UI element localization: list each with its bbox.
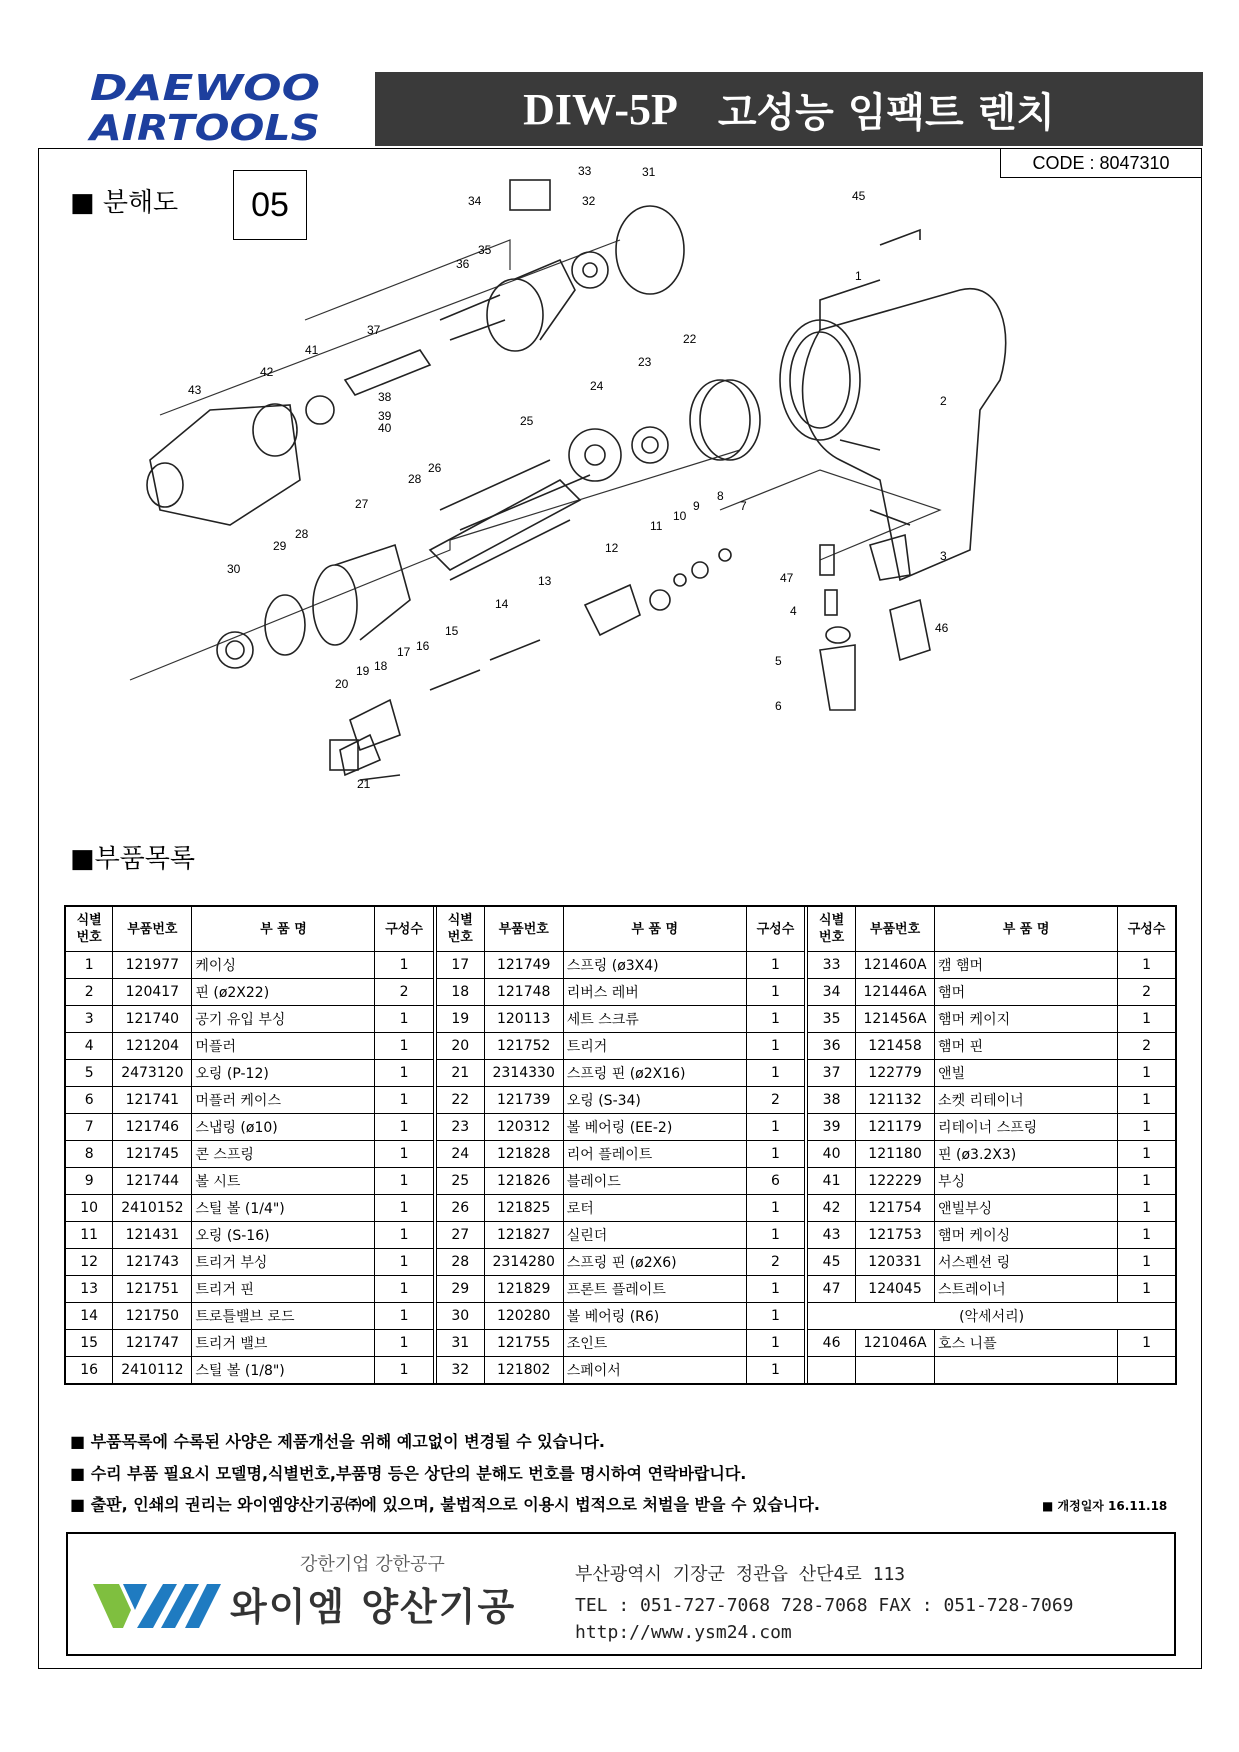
cell-qty: 1 <box>746 1060 804 1087</box>
cell-part-no: 121744 <box>113 1168 192 1195</box>
cell-id: 27 <box>436 1222 484 1249</box>
svg-text:12: 12 <box>605 541 619 555</box>
cell-id: 40 <box>808 1141 856 1168</box>
table-row <box>65 1033 1176 1060</box>
svg-text:41: 41 <box>305 343 319 357</box>
cell-id: 32 <box>436 1357 484 1385</box>
cell-qty: 1 <box>1118 1141 1176 1168</box>
cell-name: 리버스 레버 <box>563 979 746 1006</box>
cell-name: 세트 스크류 <box>563 1006 746 1033</box>
cell-part-no: 121431 <box>113 1222 192 1249</box>
svg-text:32: 32 <box>582 194 596 208</box>
header-name: 부 품 명 <box>563 906 746 952</box>
cell-qty: 1 <box>375 1303 433 1330</box>
cell-empty <box>935 1357 1118 1385</box>
svg-text:20: 20 <box>335 677 349 691</box>
ym-logo-icon <box>93 1576 223 1632</box>
header-qty: 구성수 <box>746 906 804 952</box>
svg-text:24: 24 <box>590 379 604 393</box>
cell-part-no: 2314330 <box>484 1060 563 1087</box>
cell-part-no: 122779 <box>856 1060 935 1087</box>
company-slogan: 강한기업 강한공구 <box>300 1554 445 1575</box>
note-spec-change: ■ 부품목록에 수록된 사양은 제품개선을 위해 예고없이 변경될 수 있습니다. <box>70 1432 606 1451</box>
cell-qty: 1 <box>1118 1006 1176 1033</box>
cell-qty: 1 <box>1118 1087 1176 1114</box>
cell-qty: 1 <box>375 952 433 979</box>
revision-date: ■ 개정일자 16.11.18 <box>1042 1499 1168 1513</box>
cell-id: 15 <box>65 1330 113 1357</box>
cell-qty: 1 <box>1118 1276 1176 1303</box>
table-row <box>65 1330 1176 1357</box>
cell-part-no: 124045 <box>856 1276 935 1303</box>
header-part-no: 부품번호 <box>856 906 935 952</box>
cell-id: 33 <box>808 952 856 979</box>
cell-qty: 2 <box>375 979 433 1006</box>
svg-text:2: 2 <box>940 394 947 408</box>
cell-part-no: 121179 <box>856 1114 935 1141</box>
svg-text:4: 4 <box>790 604 797 618</box>
header-id: 식별 번호 <box>808 906 856 952</box>
cell-part-no: 121739 <box>484 1087 563 1114</box>
table-header-row <box>65 906 1176 952</box>
cell-part-no: 2473120 <box>113 1060 192 1087</box>
casing-part <box>780 289 1006 580</box>
cell-qty: 1 <box>746 1303 804 1330</box>
cell-name: 머플러 케이스 <box>192 1087 375 1114</box>
svg-text:25: 25 <box>520 414 534 428</box>
model-number: DIW-5P <box>523 84 678 134</box>
cell-part-no: 121825 <box>484 1195 563 1222</box>
cell-id: 8 <box>65 1141 113 1168</box>
cell-name: 부싱 <box>935 1168 1118 1195</box>
cell-part-no: 122229 <box>856 1168 935 1195</box>
cell-name: 스틸 볼 (1/8") <box>192 1357 375 1385</box>
cell-part-no: 121753 <box>856 1222 935 1249</box>
cell-id: 45 <box>808 1249 856 1276</box>
cell-qty: 1 <box>746 1114 804 1141</box>
cell-id: 10 <box>65 1195 113 1222</box>
cell-part-no: 121829 <box>484 1276 563 1303</box>
cell-name: 트리거 <box>563 1033 746 1060</box>
cell-part-no: 121828 <box>484 1141 563 1168</box>
svg-text:34: 34 <box>468 194 482 208</box>
cell-qty: 1 <box>746 1141 804 1168</box>
cell-part-no: 120331 <box>856 1249 935 1276</box>
cell-id: 46 <box>808 1330 856 1357</box>
cell-qty: 2 <box>746 1087 804 1114</box>
cell-part-no: 121755 <box>484 1330 563 1357</box>
cell-qty: 2 <box>746 1249 804 1276</box>
cell-id: 34 <box>808 979 856 1006</box>
svg-text:18: 18 <box>374 659 388 673</box>
cell-part-no: 121204 <box>113 1033 192 1060</box>
svg-text:13: 13 <box>538 574 552 588</box>
svg-text:1: 1 <box>855 269 862 283</box>
cell-qty: 1 <box>1118 1114 1176 1141</box>
cell-qty: 6 <box>746 1168 804 1195</box>
cell-qty: 1 <box>1118 1168 1176 1195</box>
cell-id: 29 <box>436 1276 484 1303</box>
table-row <box>65 1087 1176 1114</box>
cell-part-no: 121460A <box>856 952 935 979</box>
cell-qty: 1 <box>375 1276 433 1303</box>
svg-text:26: 26 <box>428 461 442 475</box>
cell-name: 블레이드 <box>563 1168 746 1195</box>
cell-id: 1 <box>65 952 113 979</box>
cell-name: 스트레이너 <box>935 1276 1118 1303</box>
cell-id: 43 <box>808 1222 856 1249</box>
cell-part-no: 121802 <box>484 1357 563 1385</box>
cell-part-no: 120417 <box>113 979 192 1006</box>
cell-id: 38 <box>808 1087 856 1114</box>
cell-id: 41 <box>808 1168 856 1195</box>
table-row <box>65 1303 1176 1330</box>
cell-part-no: 121754 <box>856 1195 935 1222</box>
cell-part-no: 121741 <box>113 1087 192 1114</box>
cell-id: 31 <box>436 1330 484 1357</box>
cell-name: 오링 (S-16) <box>192 1222 375 1249</box>
cell-name: 트리거 밸브 <box>192 1330 375 1357</box>
cell-empty <box>856 1357 935 1385</box>
cell-qty: 1 <box>746 1276 804 1303</box>
cell-qty: 1 <box>1118 952 1176 979</box>
svg-text:30: 30 <box>227 562 241 576</box>
cell-id: 42 <box>808 1195 856 1222</box>
cell-part-no: 2410112 <box>113 1357 192 1385</box>
table-row <box>65 1060 1176 1087</box>
cell-qty: 1 <box>1118 1222 1176 1249</box>
cell-name: 케이싱 <box>192 952 375 979</box>
cell-qty: 1 <box>375 1357 433 1385</box>
cell-name: 앤빌부싱 <box>935 1195 1118 1222</box>
svg-text:5: 5 <box>775 654 782 668</box>
table-row <box>65 1114 1176 1141</box>
cell-part-no: 120113 <box>484 1006 563 1033</box>
cell-qty: 1 <box>1118 1195 1176 1222</box>
svg-text:29: 29 <box>273 539 287 553</box>
cell-id: 3 <box>65 1006 113 1033</box>
svg-text:37: 37 <box>367 323 381 337</box>
cell-name: 볼 베어링 (R6) <box>563 1303 746 1330</box>
cell-id: 18 <box>436 979 484 1006</box>
cell-qty: 1 <box>375 1168 433 1195</box>
cell-qty: 1 <box>375 1141 433 1168</box>
cell-id: 24 <box>436 1141 484 1168</box>
svg-text:11: 11 <box>650 519 663 533</box>
cell-qty: 2 <box>1118 979 1176 1006</box>
cell-name: 로터 <box>563 1195 746 1222</box>
cell-empty <box>808 1357 856 1385</box>
svg-text:10: 10 <box>673 509 687 523</box>
svg-text:31: 31 <box>642 165 656 179</box>
cell-part-no: 121827 <box>484 1222 563 1249</box>
svg-text:3: 3 <box>940 549 947 563</box>
cell-name: 호스 니플 <box>935 1330 1118 1357</box>
callout-labels <box>188 164 949 791</box>
cell-qty: 1 <box>1118 1330 1176 1357</box>
svg-text:7: 7 <box>740 499 747 513</box>
title-bar <box>375 72 1203 146</box>
svg-text:23: 23 <box>638 355 652 369</box>
svg-text:6: 6 <box>775 699 782 713</box>
cell-part-no: 120312 <box>484 1114 563 1141</box>
svg-text:35: 35 <box>478 243 492 257</box>
svg-text:28: 28 <box>408 472 422 486</box>
exploded-view-diagram <box>120 164 1080 880</box>
cell-qty: 1 <box>375 1087 433 1114</box>
cell-id: 2 <box>65 979 113 1006</box>
cell-id: 47 <box>808 1276 856 1303</box>
cell-qty: 1 <box>746 1222 804 1249</box>
cell-name: 콘 스프링 <box>192 1141 375 1168</box>
company-website[interactable]: http://www.ysm24.com <box>575 1622 792 1643</box>
cell-qty: 1 <box>375 1249 433 1276</box>
accessory-label: (악세서리) <box>808 1303 1176 1330</box>
table-row <box>65 1249 1176 1276</box>
cell-name: 스프링 핀 (ø2X6) <box>563 1249 746 1276</box>
cell-name: 핀 (ø3.2X3) <box>935 1141 1118 1168</box>
svg-text:19: 19 <box>356 664 370 678</box>
anvil-part <box>345 350 430 395</box>
svg-text:43: 43 <box>188 383 202 397</box>
cell-name: 스프링 (ø3X4) <box>563 952 746 979</box>
cell-part-no: 121458 <box>856 1033 935 1060</box>
cell-part-no: 121747 <box>113 1330 192 1357</box>
header-id: 식별 번호 <box>436 906 484 952</box>
cell-qty: 2 <box>1118 1033 1176 1060</box>
table-row <box>65 1006 1176 1033</box>
cell-name: 머플러 <box>192 1033 375 1060</box>
cell-id: 23 <box>436 1114 484 1141</box>
cell-empty <box>1118 1357 1176 1385</box>
note-copyright: ■ 출판, 인쇄의 권리는 와이엠양산기공㈜에 있으며, 불법적으로 이용시 법적으로 처벌을 받을 수 있습니다. <box>70 1495 820 1514</box>
cell-part-no: 121740 <box>113 1006 192 1033</box>
cell-name: 스냅링 (ø10) <box>192 1114 375 1141</box>
cell-part-no: 121826 <box>484 1168 563 1195</box>
cell-name: 핀 (ø2X22) <box>192 979 375 1006</box>
svg-text:33: 33 <box>578 164 592 178</box>
cell-part-no: 121748 <box>484 979 563 1006</box>
table-row <box>65 1276 1176 1303</box>
cell-part-no: 120280 <box>484 1303 563 1330</box>
cell-id: 6 <box>65 1087 113 1114</box>
header-name: 부 품 명 <box>192 906 375 952</box>
table-row <box>65 1222 1176 1249</box>
bearing-parts <box>217 206 760 668</box>
cell-name: 공기 유입 부싱 <box>192 1006 375 1033</box>
svg-text:36: 36 <box>456 257 470 271</box>
cell-id: 26 <box>436 1195 484 1222</box>
cell-qty: 1 <box>375 1006 433 1033</box>
parts-section-title: ■부품목록 <box>70 844 196 874</box>
cell-name: 트리거 핀 <box>192 1276 375 1303</box>
table-row <box>65 1168 1176 1195</box>
svg-text:38: 38 <box>378 390 392 404</box>
svg-text:16: 16 <box>416 639 430 653</box>
diagram-section-title: ■ 분해도 <box>70 188 179 218</box>
note-repair-contact: ■ 수리 부품 필요시 모델명,식별번호,부품명 등은 상단의 분해도 번호를 명시하여 연락바랍니다. <box>70 1464 747 1483</box>
cell-id: 14 <box>65 1303 113 1330</box>
header-part-no: 부품번호 <box>113 906 192 952</box>
cell-part-no: 121750 <box>113 1303 192 1330</box>
cell-part-no: 2314280 <box>484 1249 563 1276</box>
rotor-part <box>430 460 590 580</box>
cylinder-part <box>313 545 410 645</box>
svg-text:21: 21 <box>357 777 371 791</box>
table-row <box>65 1141 1176 1168</box>
parts-table <box>64 905 1177 1385</box>
cell-id: 7 <box>65 1114 113 1141</box>
svg-text:40: 40 <box>378 421 392 435</box>
svg-text:46: 46 <box>935 621 949 635</box>
cell-name: 조인트 <box>563 1330 746 1357</box>
svg-text:39: 39 <box>378 409 392 423</box>
cell-qty: 1 <box>375 1114 433 1141</box>
svg-text:9: 9 <box>693 499 700 513</box>
cell-part-no: 121743 <box>113 1249 192 1276</box>
svg-text:15: 15 <box>445 624 459 638</box>
cell-id: 17 <box>436 952 484 979</box>
cell-qty: 1 <box>746 979 804 1006</box>
cell-name: 앤빌 <box>935 1060 1118 1087</box>
svg-text:14: 14 <box>495 597 509 611</box>
cell-qty: 1 <box>1118 1060 1176 1087</box>
cell-name: 볼 베어링 (EE-2) <box>563 1114 746 1141</box>
svg-text:47: 47 <box>780 571 794 585</box>
table-row <box>65 979 1176 1006</box>
cell-qty: 1 <box>746 1357 804 1385</box>
cell-part-no: 121751 <box>113 1276 192 1303</box>
cell-part-no: 121749 <box>484 952 563 979</box>
company-address: 부산광역시 기장군 정관읍 산단4로 113 <box>575 1564 906 1585</box>
cell-id: 30 <box>436 1303 484 1330</box>
cell-name: 트리거 부싱 <box>192 1249 375 1276</box>
cell-id: 21 <box>436 1060 484 1087</box>
cell-name: 트로틀밸브 로드 <box>192 1303 375 1330</box>
table-row <box>65 952 1176 979</box>
cell-id: 13 <box>65 1276 113 1303</box>
cell-name: 햄머 케이지 <box>935 1006 1118 1033</box>
header-part-no: 부품번호 <box>484 906 563 952</box>
svg-text:22: 22 <box>683 332 697 346</box>
cell-name: 오링 (S-34) <box>563 1087 746 1114</box>
cell-qty: 1 <box>746 1330 804 1357</box>
cell-name: 햄머 핀 <box>935 1033 1118 1060</box>
cell-qty: 1 <box>375 1222 433 1249</box>
cell-name: 햄머 <box>935 979 1118 1006</box>
cell-qty: 1 <box>1118 1249 1176 1276</box>
cell-part-no: 121752 <box>484 1033 563 1060</box>
cell-name: 리어 플레이트 <box>563 1141 746 1168</box>
cell-name: 볼 시트 <box>192 1168 375 1195</box>
cell-id: 4 <box>65 1033 113 1060</box>
page-number: 05 <box>233 170 307 240</box>
daewoo-airtools-logo <box>86 66 328 149</box>
cell-id: 9 <box>65 1168 113 1195</box>
cell-name: 서스펜션 링 <box>935 1249 1118 1276</box>
cell-id: 28 <box>436 1249 484 1276</box>
cell-part-no: 121132 <box>856 1087 935 1114</box>
cell-qty: 1 <box>746 1006 804 1033</box>
valve-parts <box>330 230 930 780</box>
cell-qty: 1 <box>375 1033 433 1060</box>
cell-id: 16 <box>65 1357 113 1385</box>
cell-id: 5 <box>65 1060 113 1087</box>
cell-part-no: 121977 <box>113 952 192 979</box>
cell-name: 스틸 볼 (1/4") <box>192 1195 375 1222</box>
hammer-casing-part <box>147 405 300 525</box>
cell-id: 11 <box>65 1222 113 1249</box>
header-qty: 구성수 <box>1118 906 1176 952</box>
cell-part-no: 121180 <box>856 1141 935 1168</box>
header-name: 부 품 명 <box>935 906 1118 952</box>
cell-name: 캠 햄머 <box>935 952 1118 979</box>
cell-id: 19 <box>436 1006 484 1033</box>
svg-text:17: 17 <box>397 645 411 659</box>
header-qty: 구성수 <box>375 906 433 952</box>
cell-qty: 1 <box>375 1330 433 1357</box>
cell-qty: 1 <box>375 1195 433 1222</box>
svg-text:AIRTOOLS: AIRTOOLS <box>86 108 320 149</box>
cell-part-no: 121745 <box>113 1141 192 1168</box>
cell-name: 프론트 플레이트 <box>563 1276 746 1303</box>
cell-qty: 1 <box>746 1033 804 1060</box>
cell-part-no: 121446A <box>856 979 935 1006</box>
cell-qty: 1 <box>375 1060 433 1087</box>
svg-text:45: 45 <box>852 189 866 203</box>
cell-id: 37 <box>808 1060 856 1087</box>
cell-part-no: 2410152 <box>113 1195 192 1222</box>
cell-name: 실린더 <box>563 1222 746 1249</box>
cell-name: 리테이너 스프링 <box>935 1114 1118 1141</box>
cell-part-no: 121746 <box>113 1114 192 1141</box>
table-row <box>65 1195 1176 1222</box>
product-code: CODE : 8047310 <box>1000 148 1202 178</box>
svg-text:DAEWOO: DAEWOO <box>90 68 320 109</box>
company-phone: TEL : 051-727-7068 728-7068 FAX : 051-728-7069 <box>575 1595 1074 1616</box>
cell-id: 39 <box>808 1114 856 1141</box>
svg-text:42: 42 <box>260 365 274 379</box>
svg-text:27: 27 <box>355 497 369 511</box>
cell-id: 12 <box>65 1249 113 1276</box>
product-name: 고성능 임팩트 렌치 <box>717 89 1055 136</box>
cell-name: 스프링 핀 (ø2X16) <box>563 1060 746 1087</box>
cell-name: 소켓 리테이너 <box>935 1087 1118 1114</box>
svg-text:28: 28 <box>295 527 309 541</box>
header-id: 식별 번호 <box>65 906 113 952</box>
cell-part-no: 121456A <box>856 1006 935 1033</box>
cell-name: 오링 (P-12) <box>192 1060 375 1087</box>
cell-id: 35 <box>808 1006 856 1033</box>
cell-name: 햄머 케이싱 <box>935 1222 1118 1249</box>
cell-id: 36 <box>808 1033 856 1060</box>
cell-id: 20 <box>436 1033 484 1060</box>
cell-name: 스페이서 <box>563 1357 746 1385</box>
cell-id: 22 <box>436 1087 484 1114</box>
cell-part-no: 121046A <box>856 1330 935 1357</box>
svg-text:8: 8 <box>717 489 724 503</box>
cell-id: 25 <box>436 1168 484 1195</box>
cell-qty: 1 <box>746 1195 804 1222</box>
cell-qty: 1 <box>746 952 804 979</box>
table-row <box>65 1357 1176 1385</box>
company-name: 와이엠 양산기공 <box>230 1585 517 1629</box>
